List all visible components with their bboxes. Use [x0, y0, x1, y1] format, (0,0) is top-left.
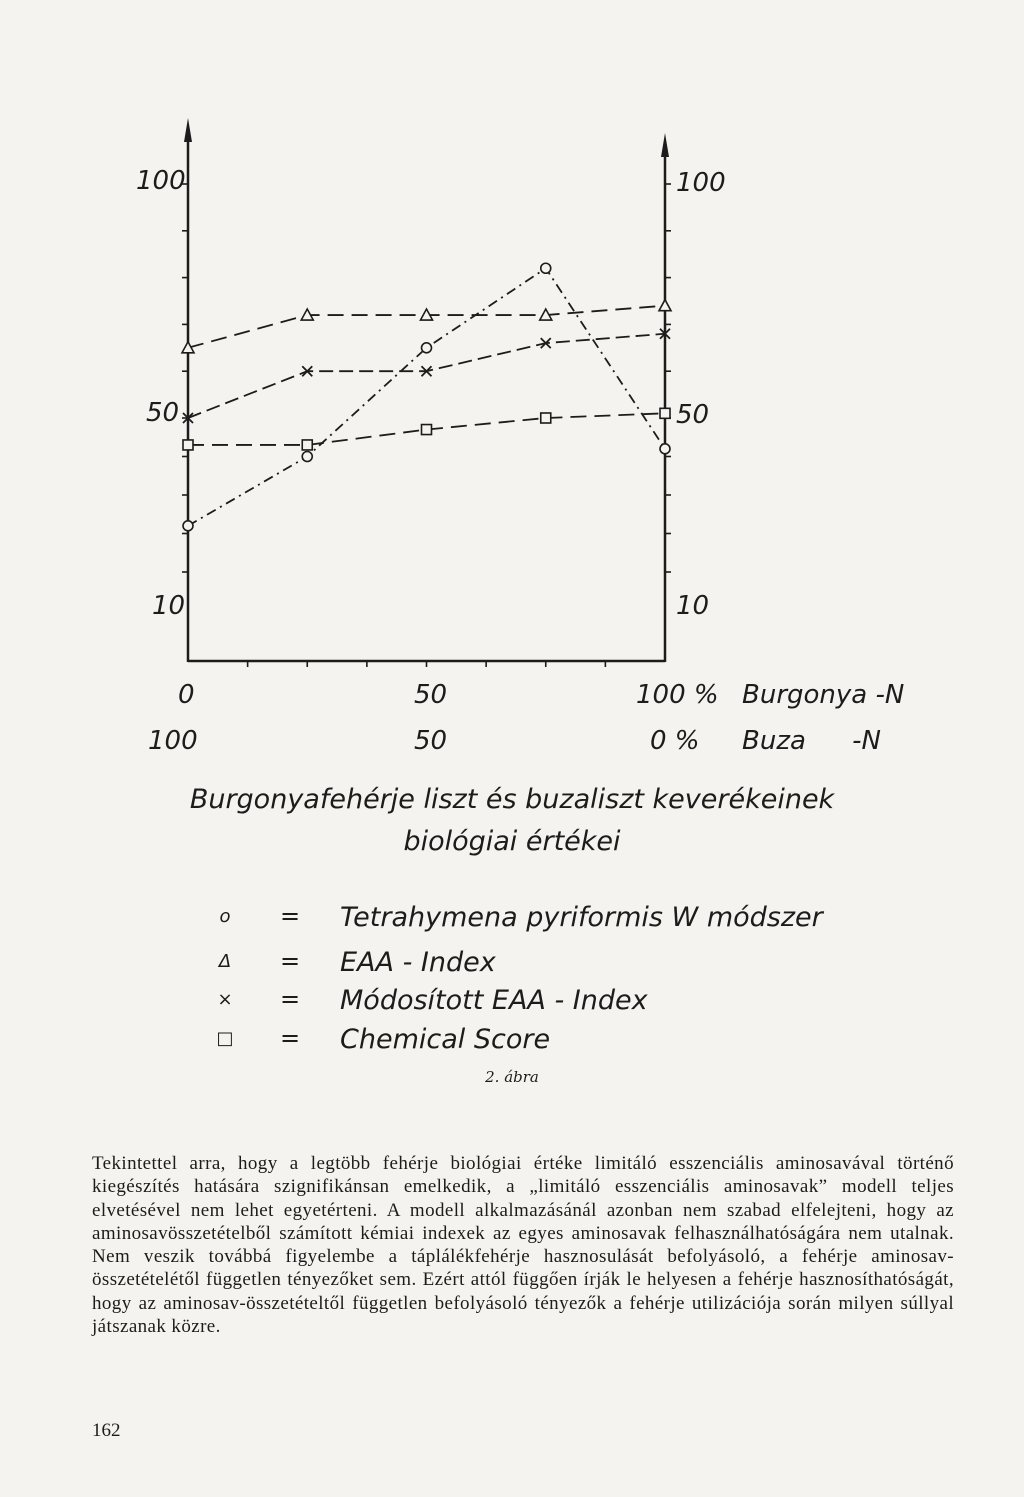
right-axis-arrow [661, 133, 669, 157]
x-tick-second-0pct: 0 % [650, 726, 700, 756]
legend-label: Tetrahymena pyriformis W módszer [340, 902, 823, 933]
legend-label: Chemical Score [340, 1024, 551, 1055]
x-tick-second-100: 100 [148, 726, 198, 756]
chart-title: Burgonyafehérje liszt és buzaliszt keverékeinek [189, 784, 835, 815]
legend-label: EAA - Index [340, 947, 496, 978]
point-circle [422, 343, 432, 353]
series-line-tetrahymena-pyriformis-w-m-dszer [188, 268, 665, 526]
point-circle [541, 263, 551, 273]
legend-circle-marker: o [219, 906, 231, 927]
legend-equals: = [280, 947, 301, 975]
y-tick-right-100: 100 [676, 168, 726, 198]
point-square [422, 425, 432, 435]
point-circle [183, 521, 193, 531]
legend-equals: = [280, 985, 301, 1013]
y-tick-right-10: 10 [676, 591, 710, 621]
series-layer [182, 263, 671, 531]
x-axis-label-buza: Buza -N [742, 726, 881, 756]
y-tick-left-50: 50 [146, 398, 180, 428]
point-square [302, 440, 312, 450]
x-tick-100pct: 100 % [636, 680, 719, 710]
legend-equals: = [280, 902, 301, 930]
legend-square-marker: □ [216, 1028, 234, 1049]
point-square [183, 440, 193, 450]
x-tick-second-50: 50 [414, 726, 448, 756]
figure-caption: 2. ábra [485, 1068, 539, 1086]
point-square [660, 408, 670, 418]
x-tick-50: 50 [414, 680, 448, 710]
left-axis-arrow [184, 118, 192, 142]
body-paragraph: Tekintettel arra, hogy a legtöbb fehérje biológiai értéke limitáló esszenciális aminosavával történő kiegészítés hatására szignifikánsan emelkedik, a „limitáló esszenciális aminosavak” modell teljes elvetésével nem lehet egyetérteni. A modell alkalmazásánál azonban nem szabad elfelejteni, hogy az aminosavösszetételből számított kémiai indexek az egyes aminosavak felhasználhatóságára nem utalnak. Nem veszik továbbá figyelembe a táplálékfehérje hasznosulását befolyásoló, a fehérje aminosav-összetételétől független tényezőket sem. Ezért attól függően írják le helyesen a fehérje hasznosíthatóságát, hogy az aminosav-összetételtől független befolyásoló tényezők a fehérje utilizációja során milyen súllyal játszanak közre. [92, 1153, 954, 1338]
legend-equals: = [280, 1024, 301, 1052]
x-tick-0: 0 [178, 680, 195, 710]
y-tick-left-10: 10 [152, 591, 186, 621]
legend-label: Módosított EAA - Index [340, 985, 648, 1016]
x-axis-label-burgonya: Burgonya -N [742, 680, 905, 710]
y-tick-right-50: 50 [676, 400, 710, 430]
chart-subtitle: biológiai értékei [403, 826, 621, 857]
page-number: 162 [92, 1420, 121, 1441]
point-circle [302, 452, 312, 462]
point-triangle [659, 300, 671, 311]
point-circle [660, 444, 670, 454]
point-square [541, 413, 551, 423]
y-tick-left-100: 100 [136, 166, 186, 196]
legend-x-marker: × [217, 989, 233, 1010]
legend-triangle-marker: Δ [218, 951, 232, 972]
